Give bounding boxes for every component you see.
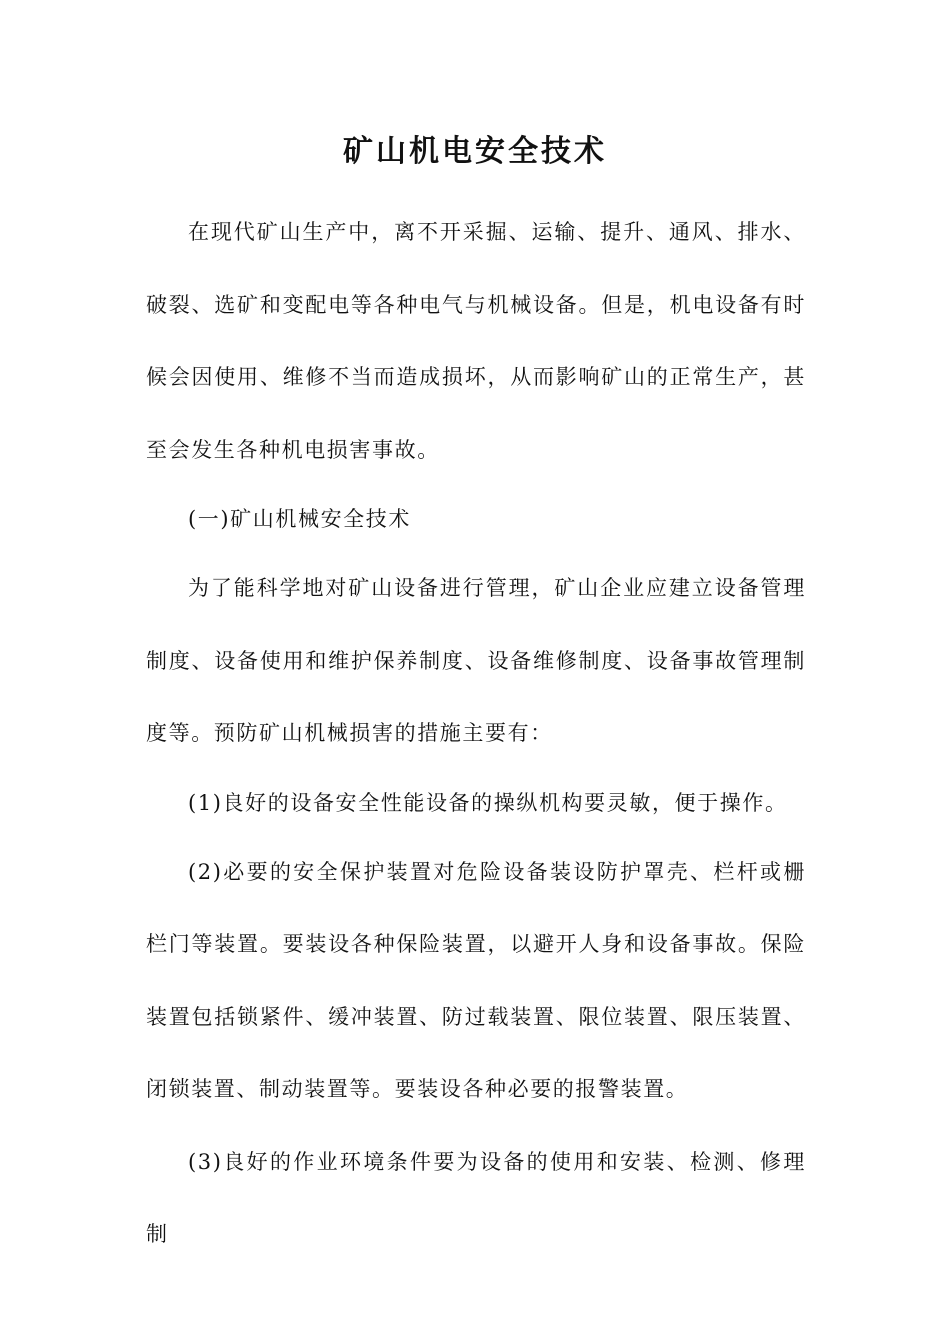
section-heading-mechanical-safety: (一)矿山机械安全技术 (188, 507, 411, 531)
list-item-2: (2)必要的安全保护装置对危险设备装设防护罩壳、栏杆或栅栏门等装置。要装设各种保险装置，以避开人身和设备事故。保险装置包括锁紧件、缓冲装置、防过载装置、限位装置、限压装置、闭锁装置、制动装置等。要装设各种必要的报警装置。 (146, 859, 806, 1101)
list-item-1: (1)良好的设备安全性能设备的操纵机构要灵敏，便于操作。 (188, 790, 788, 815)
document-title: 矿山机电安全技术 (343, 134, 607, 169)
paragraph-intro: 在现代矿山生产中，离不开采掘、运输、提升、通风、排水、破裂、选矿和变配电等各种电气与机械设备。但是，机电设备有时候会因使用、维修不当而造成损坏，从而影响矿山的正常生产，甚至会发生各种机电损害事故。 (146, 220, 806, 462)
list-item-3: (3)良好的作业环境条件要为设备的使用和安装、检测、修理制 (146, 1149, 806, 1246)
document-body (146, 196, 806, 1271)
paragraph-management: 为了能科学地对矿山设备进行管理，矿山企业应建立设备管理制度、设备使用和维护保养制度、设备维修制度、设备事故管理制度等。预防矿山机械损害的措施主要有： (146, 576, 806, 745)
